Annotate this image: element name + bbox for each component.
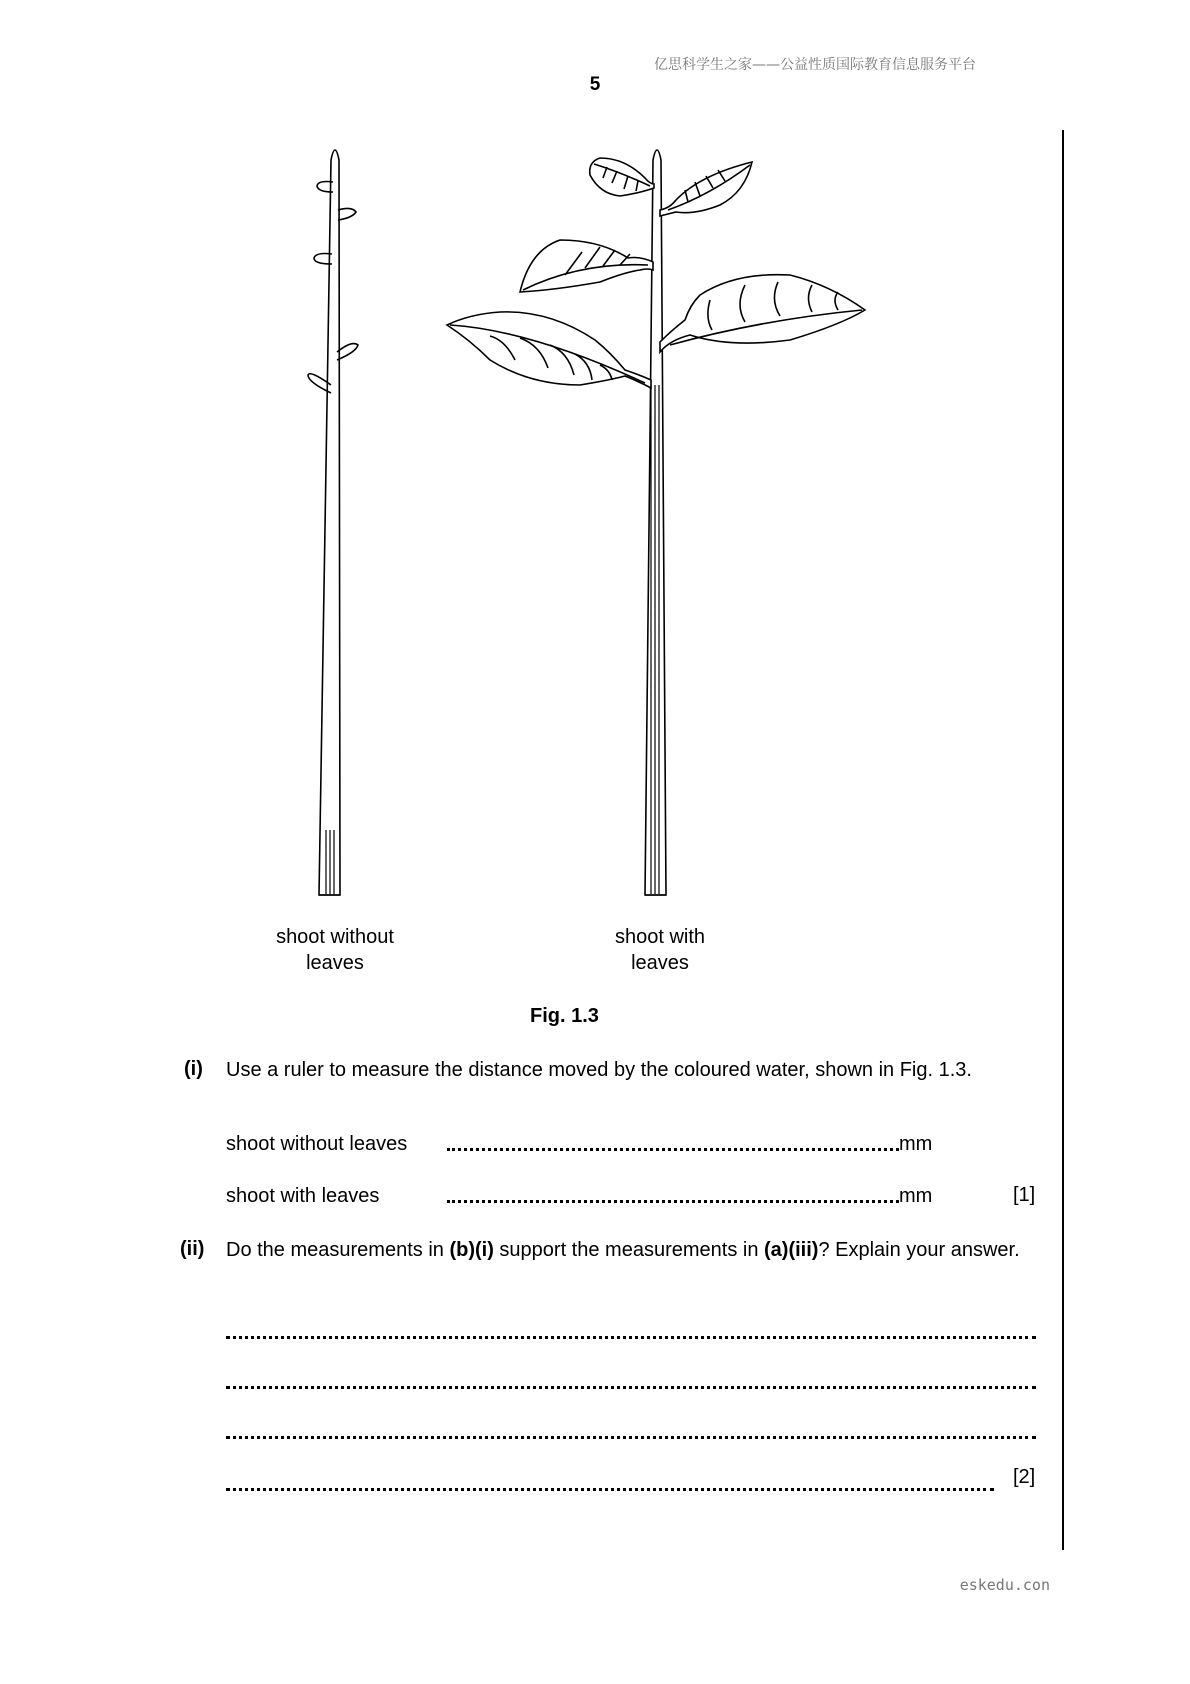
answer-line-4[interactable]: [226, 1488, 994, 1491]
shoot-without-leaves-drawing: [308, 150, 358, 895]
answer-line-2[interactable]: [226, 1386, 1036, 1389]
row2-unit: mm: [899, 1185, 933, 1207]
label-left-line1: shoot without: [276, 926, 394, 948]
page-number: 5: [589, 74, 601, 95]
row1-unit: mm: [899, 1133, 933, 1155]
footer-site: eskedu.con: [959, 1576, 1050, 1594]
figure-caption: Fig. 1.3: [530, 1005, 599, 1027]
answer-line-3[interactable]: [226, 1436, 1036, 1439]
question-ii-number: (ii): [180, 1238, 205, 1260]
watermark-text: 亿思科学生之家——公益性质国际教育信息服务平台: [654, 57, 976, 73]
question-ii-ref-b-i: (b)(i): [449, 1239, 494, 1261]
label-right-line1: shoot with: [614, 926, 706, 948]
question-ii-text-part2: support the measurements in: [493, 1239, 764, 1261]
label-left-line2: leaves: [306, 952, 364, 974]
question-i-marks: [1]: [1013, 1184, 1036, 1206]
label-right-line2: leaves: [631, 952, 689, 974]
question-ii-text-part3: ? Explain your answer.: [818, 1239, 1020, 1261]
label-shoot-without-leaves: [244, 924, 426, 976]
question-ii-marks: [2]: [1013, 1466, 1036, 1488]
answer-line-shoot-with-leaves[interactable]: [447, 1200, 899, 1203]
question-i-text: Use a ruler to measure the distance moved by the coloured water, shown in Fig. 1.3.: [226, 1059, 972, 1081]
row1-label: shoot without leaves: [226, 1133, 408, 1155]
row2-label: shoot with leaves: [226, 1185, 380, 1207]
question-i-number: (i): [184, 1058, 203, 1080]
label-shoot-with-leaves: [575, 924, 745, 976]
answer-line-1[interactable]: [226, 1336, 1036, 1339]
question-ii-text-part1: Do the measurements in: [226, 1239, 450, 1261]
question-ii-text: [226, 1238, 1036, 1263]
answer-line-shoot-without-leaves[interactable]: [447, 1148, 899, 1151]
question-ii-ref-a-iii: (a)(iii): [764, 1239, 819, 1261]
shoot-with-leaves-drawing: [447, 150, 865, 895]
